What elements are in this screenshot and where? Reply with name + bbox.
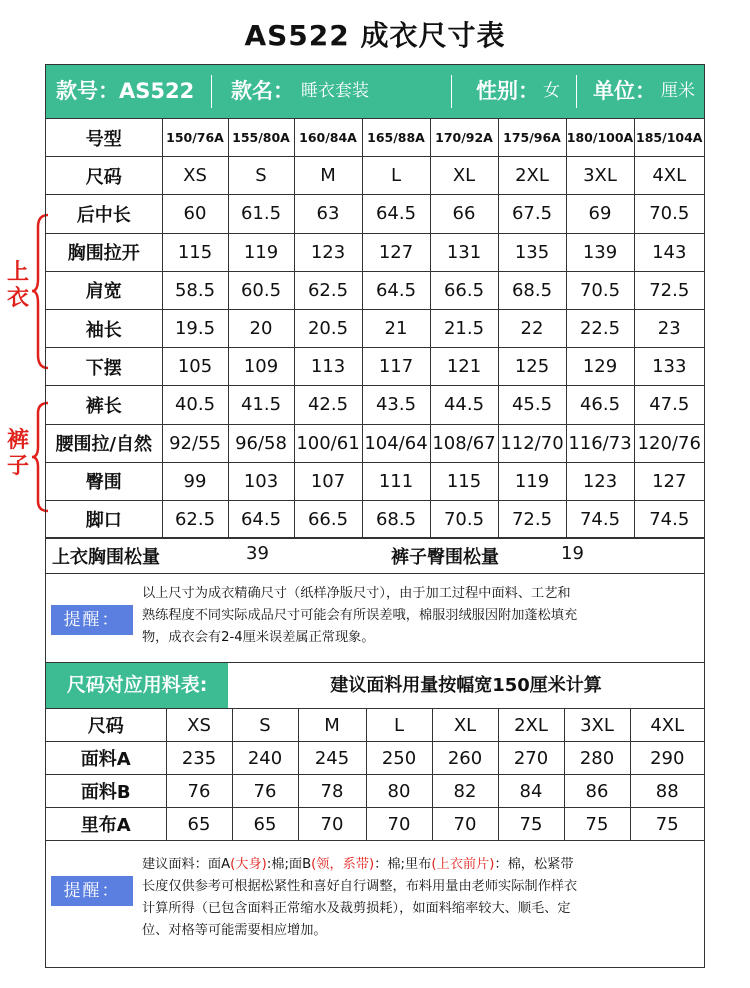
value-cell: 99	[162, 462, 228, 500]
value-cell: 75	[630, 808, 704, 841]
reminder-line: 物，成衣会有2-4厘米误差属正常现象。	[142, 630, 375, 645]
size-cell: L	[366, 709, 432, 742]
value-cell: 21	[362, 309, 430, 347]
value-cell: 63	[294, 195, 362, 233]
size-chart-frame	[45, 64, 705, 968]
style-number: 款号：AS522	[56, 79, 195, 103]
value-cell: 45.5	[498, 386, 566, 424]
reminder-line: 熟练程度不同实际成品尺寸可能会有所误差哦，棉服羽绒服因附加蓬松填充	[142, 608, 578, 623]
model-cell: 185/104A	[634, 119, 704, 157]
value-cell: 43.5	[362, 386, 430, 424]
table-row	[46, 386, 704, 424]
size-cell: M	[294, 157, 362, 195]
gender-label: 性别：	[476, 79, 539, 103]
value-cell: 66.5	[430, 271, 498, 309]
value-cell: 117	[362, 348, 430, 386]
table-row	[46, 709, 704, 742]
table-row	[46, 195, 704, 233]
divider	[451, 75, 452, 108]
size-cell: XS	[162, 157, 228, 195]
value-cell: 250	[366, 742, 432, 775]
value-cell: 62.5	[294, 271, 362, 309]
model-label: 号型	[46, 119, 162, 157]
value-cell: 68.5	[498, 271, 566, 309]
size-cell: 2XL	[498, 709, 564, 742]
value-cell: 112/70	[498, 424, 566, 462]
header-bar	[46, 65, 704, 118]
value-cell: 131	[430, 233, 498, 271]
reminder-line: 计算所得（已包含面料正常缩水及裁剪损耗），如面料缩率较大、顺毛、定	[142, 901, 571, 916]
value-cell: 40.5	[162, 386, 228, 424]
value-cell: 111	[362, 462, 430, 500]
fabric-reminder-text	[142, 854, 577, 942]
value-cell: 116/73	[566, 424, 634, 462]
size-cell: XL	[432, 709, 498, 742]
value-cell: 84	[498, 775, 564, 808]
row-label: 肩宽	[46, 271, 162, 309]
size-cell: S	[232, 709, 298, 742]
unit-label: 单位：	[593, 79, 656, 103]
size-cell: M	[298, 709, 366, 742]
value-cell: 80	[366, 775, 432, 808]
fabric-band	[46, 663, 704, 708]
reminder-line	[142, 854, 577, 876]
size-cell: XL	[430, 157, 498, 195]
value-cell: 129	[566, 348, 634, 386]
divider	[46, 573, 704, 574]
value-cell: 82	[432, 775, 498, 808]
note-part: :棉;面B	[266, 857, 312, 872]
value-cell: 92/55	[162, 424, 228, 462]
model-cell: 180/100A	[566, 119, 634, 157]
value-cell: 20.5	[294, 309, 362, 347]
size-table	[46, 118, 704, 539]
value-cell: 47.5	[634, 386, 704, 424]
reminder-text	[142, 583, 577, 649]
table-row	[46, 157, 704, 195]
reminder-badge: 提醒：	[51, 605, 133, 635]
value-cell: 67.5	[498, 195, 566, 233]
gender-value: 女	[543, 81, 560, 101]
model-cell: 175/96A	[498, 119, 566, 157]
note-part: ：棉，松紧带	[494, 857, 574, 872]
side-label-top: 上衣	[6, 260, 29, 311]
row-label: 里布A	[46, 808, 166, 841]
value-cell: 120/76	[634, 424, 704, 462]
size-label: 尺码	[46, 157, 162, 195]
size-cell: 4XL	[630, 709, 704, 742]
note-part-red: (上衣前片)	[431, 857, 495, 872]
value-cell: 58.5	[162, 271, 228, 309]
value-cell: 119	[228, 233, 294, 271]
value-cell: 22	[498, 309, 566, 347]
value-cell: 107	[294, 462, 362, 500]
reminder-line: 长度仅供参考可根据松紧性和喜好自行调整，布料用量由老师实际制作样衣	[142, 879, 578, 894]
value-cell: 70	[298, 808, 366, 841]
value-cell: 104/64	[362, 424, 430, 462]
value-cell: 115	[162, 233, 228, 271]
value-cell: 86	[564, 775, 630, 808]
table-row	[46, 742, 704, 775]
row-label: 腰围拉/自然	[46, 424, 162, 462]
table-row	[46, 271, 704, 309]
divider	[576, 75, 577, 108]
value-cell: 72.5	[634, 271, 704, 309]
unit-value: 厘米	[661, 81, 695, 101]
reminder-line: 位、对格等可能需要相应增加。	[142, 923, 327, 938]
model-cell: 155/80A	[228, 119, 294, 157]
fabric-table	[46, 708, 704, 841]
value-cell: 70.5	[634, 195, 704, 233]
note-part: ：棉;里布	[374, 857, 432, 872]
model-cell: 165/88A	[362, 119, 430, 157]
table-row	[46, 808, 704, 841]
top-ease-value: 39	[246, 543, 269, 564]
model-cell: 150/76A	[162, 119, 228, 157]
note-part: 建议面料：面A	[142, 857, 231, 872]
table-row	[46, 348, 704, 386]
value-cell: 70.5	[566, 271, 634, 309]
product-name-label: 款名：	[231, 79, 294, 103]
value-cell: 70	[366, 808, 432, 841]
value-cell: 139	[566, 233, 634, 271]
value-cell: 74.5	[634, 500, 704, 538]
value-cell: 23	[634, 309, 704, 347]
row-label: 袖长	[46, 309, 162, 347]
value-cell: 69	[566, 195, 634, 233]
value-cell: 19.5	[162, 309, 228, 347]
value-cell: 135	[498, 233, 566, 271]
size-cell: L	[362, 157, 430, 195]
value-cell: 44.5	[430, 386, 498, 424]
row-label: 臀围	[46, 462, 162, 500]
value-cell: 100/61	[294, 424, 362, 462]
fabric-size-label: 尺码	[46, 709, 166, 742]
value-cell: 103	[228, 462, 294, 500]
value-cell: 240	[232, 742, 298, 775]
size-cell: 3XL	[566, 157, 634, 195]
value-cell: 75	[564, 808, 630, 841]
page-title: AS522 成衣尺寸表	[244, 19, 506, 52]
value-cell: 123	[566, 462, 634, 500]
value-cell: 75	[498, 808, 564, 841]
value-cell: 78	[298, 775, 366, 808]
row-label: 面料B	[46, 775, 166, 808]
row-label: 脚口	[46, 500, 162, 538]
row-label: 裤长	[46, 386, 162, 424]
value-cell: 109	[228, 348, 294, 386]
fabric-band-title: 尺码对应用料表:	[46, 663, 228, 708]
value-cell: 127	[634, 462, 704, 500]
value-cell: 280	[564, 742, 630, 775]
value-cell: 22.5	[566, 309, 634, 347]
value-cell: 125	[498, 348, 566, 386]
fabric-band-note: 建议面料用量按幅宽150厘米计算	[330, 675, 602, 696]
value-cell: 123	[294, 233, 362, 271]
pants-ease-label: 裤子臀围松量	[391, 547, 499, 568]
value-cell: 60.5	[228, 271, 294, 309]
value-cell: 62.5	[162, 500, 228, 538]
side-label-pants: 裤子	[6, 428, 29, 479]
table-row	[46, 500, 704, 538]
size-cell: 2XL	[498, 157, 566, 195]
value-cell: 127	[362, 233, 430, 271]
value-cell: 65	[166, 808, 232, 841]
table-row	[46, 309, 704, 347]
value-cell: 121	[430, 348, 498, 386]
value-cell: 143	[634, 233, 704, 271]
size-cell: XS	[166, 709, 232, 742]
value-cell: 74.5	[566, 500, 634, 538]
product-name-value: 睡衣套装	[301, 81, 369, 101]
note-part-red: (领，系带)	[311, 857, 375, 872]
model-cell: 170/92A	[430, 119, 498, 157]
row-label: 下摆	[46, 348, 162, 386]
value-cell: 290	[630, 742, 704, 775]
value-cell: 113	[294, 348, 362, 386]
value-cell: 61.5	[228, 195, 294, 233]
size-cell: 3XL	[564, 709, 630, 742]
value-cell: 133	[634, 348, 704, 386]
value-cell: 46.5	[566, 386, 634, 424]
value-cell: 235	[166, 742, 232, 775]
row-label: 胸围拉开	[46, 233, 162, 271]
value-cell: 60	[162, 195, 228, 233]
ease-row	[46, 537, 704, 573]
divider	[211, 75, 212, 108]
pants-ease-value: 19	[561, 543, 584, 564]
value-cell: 72.5	[498, 500, 566, 538]
value-cell: 66	[430, 195, 498, 233]
value-cell: 88	[630, 775, 704, 808]
top-ease-label: 上衣胸围松量	[52, 547, 160, 568]
value-cell: 70.5	[430, 500, 498, 538]
value-cell: 70	[432, 808, 498, 841]
value-cell: 96/58	[228, 424, 294, 462]
value-cell: 260	[432, 742, 498, 775]
value-cell: 20	[228, 309, 294, 347]
value-cell: 68.5	[362, 500, 430, 538]
value-cell: 119	[498, 462, 566, 500]
model-cell: 160/84A	[294, 119, 362, 157]
table-row	[46, 424, 704, 462]
value-cell: 76	[232, 775, 298, 808]
row-label: 面料A	[46, 742, 166, 775]
value-cell: 245	[298, 742, 366, 775]
size-cell: 4XL	[634, 157, 704, 195]
reminder-line: 以上尺寸为成衣精确尺寸（纸样净版尺寸），由于加工过程中面料、工艺和	[142, 586, 571, 601]
table-row	[46, 775, 704, 808]
reminder-badge: 提醒：	[51, 876, 133, 906]
value-cell: 108/67	[430, 424, 498, 462]
value-cell: 66.5	[294, 500, 362, 538]
value-cell: 270	[498, 742, 564, 775]
value-cell: 115	[430, 462, 498, 500]
value-cell: 65	[232, 808, 298, 841]
row-label: 后中长	[46, 195, 162, 233]
value-cell: 64.5	[362, 195, 430, 233]
note-part-red: (大身)	[230, 857, 267, 872]
value-cell: 64.5	[228, 500, 294, 538]
value-cell: 76	[166, 775, 232, 808]
value-cell: 105	[162, 348, 228, 386]
value-cell: 42.5	[294, 386, 362, 424]
table-row	[46, 462, 704, 500]
size-cell: S	[228, 157, 294, 195]
value-cell: 21.5	[430, 309, 498, 347]
table-row	[46, 233, 704, 271]
value-cell: 64.5	[362, 271, 430, 309]
value-cell: 41.5	[228, 386, 294, 424]
table-row	[46, 119, 704, 157]
